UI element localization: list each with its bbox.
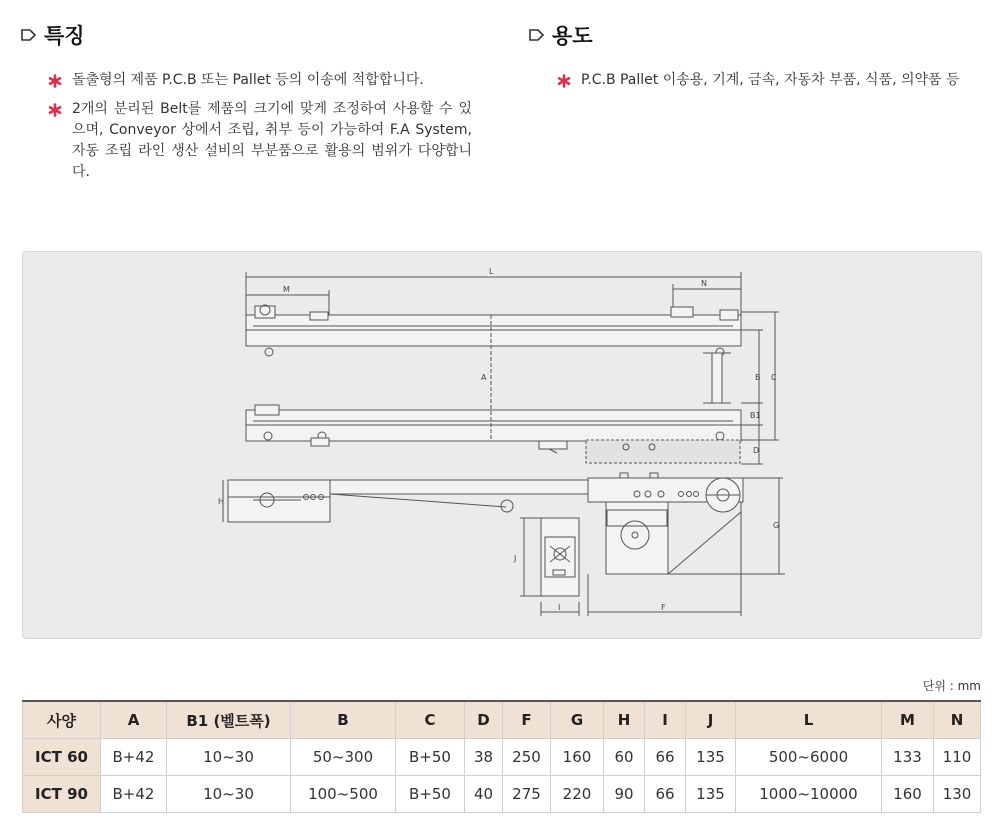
column-header: F (503, 701, 551, 739)
table-cell: 1000~10000 (736, 776, 882, 813)
feature-item: 돌출형의 제품 P.C.B 또는 Pallet 등의 이송에 적합합니다. (72, 72, 424, 88)
features-title: 특징 (20, 20, 85, 50)
table-cell: 220 (551, 776, 604, 813)
table-cell: 100~500 (291, 776, 396, 813)
column-header: C (396, 701, 465, 739)
table-cell: 40 (465, 776, 503, 813)
document-bullet-icon (20, 27, 38, 43)
column-header: A (101, 701, 167, 739)
table-cell: 60 (604, 739, 645, 776)
model-cell: ICT 60 (23, 739, 101, 776)
table-cell: 10~30 (167, 739, 291, 776)
table-header-row (23, 701, 981, 739)
technical-drawing (22, 251, 982, 639)
usage-item: P.C.B Pallet 이송용, 기계, 금속, 자동차 부품, 식품, 의약품 등 (581, 72, 960, 88)
column-header: M (882, 701, 934, 739)
feature-item: 2개의 분리된 Belt를 제품의 크기에 맞게 조정하여 사용할 수 있으며, Conveyor 상에서 조립, 취부 등이 가능하여 F.A System, 자동 조립 라인 생산 설비의 부분품으로 활용의 범위가 다양합니다. (72, 101, 472, 180)
spec-table (22, 700, 981, 813)
table-cell: 135 (686, 776, 736, 813)
dim-label-a: A (481, 373, 487, 382)
table-cell: B+50 (396, 739, 465, 776)
column-header: N (934, 701, 981, 739)
unit-label: 단위 : mm (922, 679, 981, 693)
column-header: L (736, 701, 882, 739)
table-cell: 130 (934, 776, 981, 813)
asterisk-bullet-icon (48, 103, 62, 117)
table-cell: 90 (604, 776, 645, 813)
dim-label-h: H (218, 497, 225, 506)
column-header: B (291, 701, 396, 739)
table-cell: 500~6000 (736, 739, 882, 776)
table-cell: 160 (551, 739, 604, 776)
table-cell: 133 (882, 739, 934, 776)
column-header: 사양 (23, 701, 101, 739)
document-bullet-icon (528, 27, 546, 43)
table-cell: 10~30 (167, 776, 291, 813)
dim-label-b: B (755, 373, 761, 382)
column-header: G (551, 701, 604, 739)
dim-label-l: L (489, 267, 494, 276)
table-cell: 160 (882, 776, 934, 813)
table-cell: 110 (934, 739, 981, 776)
table-cell: 66 (645, 776, 686, 813)
usage-title: 용도 (528, 20, 593, 50)
column-header: I (645, 701, 686, 739)
table-row (23, 739, 981, 776)
table-cell: B+42 (101, 739, 167, 776)
column-header: B1 (벨트폭) (167, 701, 291, 739)
dim-label-n: N (701, 279, 707, 288)
dim-label-j: J (514, 554, 517, 563)
asterisk-bullet-icon (48, 74, 62, 88)
column-header: J (686, 701, 736, 739)
table-cell: 66 (645, 739, 686, 776)
model-cell: ICT 90 (23, 776, 101, 813)
dim-label-m: M (283, 285, 290, 294)
dim-label-b1: B1 (750, 411, 761, 420)
dim-label-d: D (753, 446, 760, 455)
table-cell: 50~300 (291, 739, 396, 776)
dim-label-f: F (661, 603, 666, 612)
dim-label-g: G (773, 521, 780, 530)
table-cell: 275 (503, 776, 551, 813)
table-cell: B+50 (396, 776, 465, 813)
table-row (23, 776, 981, 813)
dim-label-i: I (558, 603, 561, 612)
asterisk-bullet-icon (557, 74, 571, 88)
column-header: H (604, 701, 645, 739)
column-header: D (465, 701, 503, 739)
table-cell: B+42 (101, 776, 167, 813)
dim-label-c: C (771, 373, 777, 382)
conveyor-drawing (23, 252, 981, 638)
table-cell: 38 (465, 739, 503, 776)
table-cell: 135 (686, 739, 736, 776)
table-cell: 250 (503, 739, 551, 776)
